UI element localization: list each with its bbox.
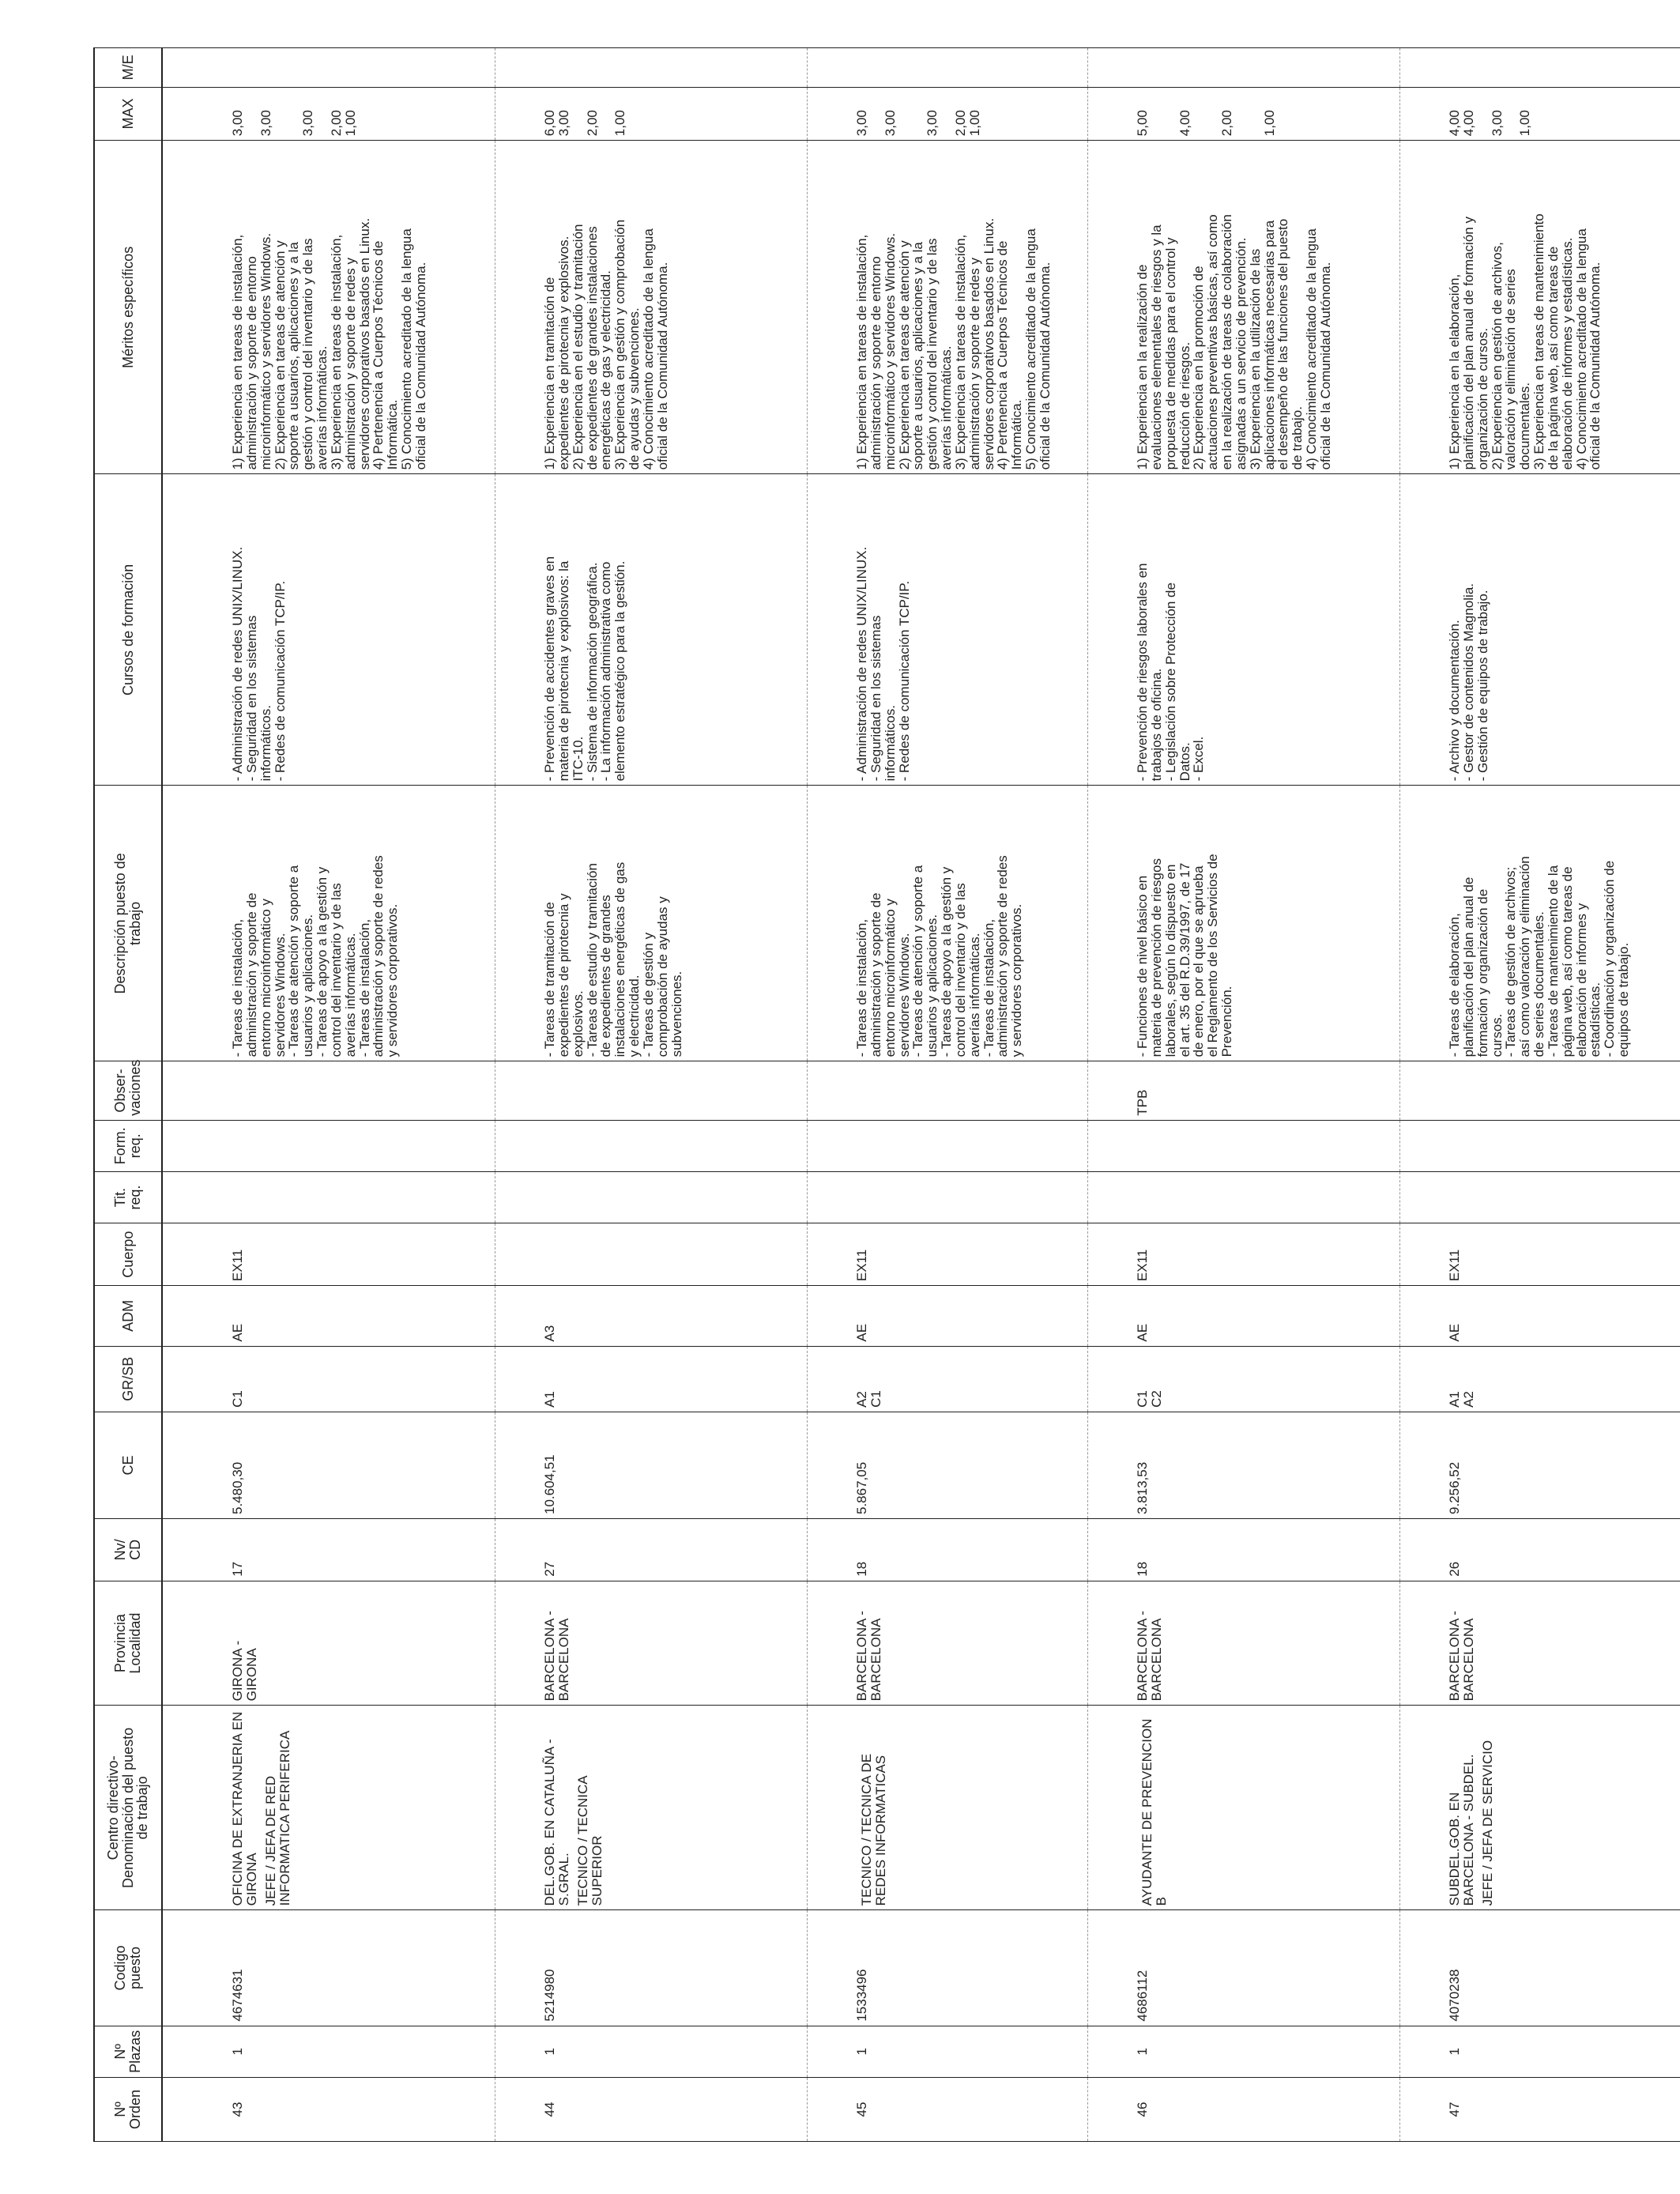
cell-orden: 43	[183, 2077, 495, 2141]
centro-directivo: DEL.GOB. EN CATALUÑA - S.GRAL.	[542, 1739, 571, 1906]
header-meritos: Méritos específicos	[94, 141, 162, 474]
cell-descripcion: - Tareas de tramitación de expedientes de pirotecnia y explosivos. - Tareas de estudio y tramitación de expedientes de grandes instalaciones energéticas de gas y electricidad. - Tareas de gestión y comprobación de ayudas y subvenciones.	[495, 786, 808, 1061]
cell-formacion	[183, 1120, 495, 1171]
header-formacion: Form. req.	[94, 1120, 162, 1171]
cell-grupo: A2 C1	[808, 1346, 1088, 1412]
header-plazas: Nº Plazas	[94, 2026, 162, 2077]
puesto-denominacion: JEFE / JEFA DE RED INFORMATICA PERIFERICA	[262, 1730, 292, 1906]
table-row	[1400, 48, 1680, 2142]
header-grupo: GR/SB	[94, 1346, 162, 1412]
cell-adm: AE	[1088, 1286, 1400, 1347]
cell-cursos: - Prevención de accidentes graves en materia de pirotecnia y explosivos: la ITC-10. - Sistema de información geográfica. - La información administrativa como elemento estratégico para la gestión.	[495, 474, 808, 786]
cell-titulacion	[808, 1171, 1088, 1223]
cell-orden: 47	[1400, 2077, 1680, 2141]
cell-centro	[1088, 1706, 1400, 1910]
table-row	[1088, 48, 1400, 2142]
cell-max: 3,00 3,00 3,00 2,00 1,00	[808, 87, 1088, 141]
header-max: MAX	[94, 87, 162, 141]
header-adm: ADM	[94, 1286, 162, 1347]
cell-grupo: C1	[183, 1346, 495, 1412]
cell-provincia: BARCELONA - BARCELONA	[1088, 1581, 1400, 1706]
header-provincia: Provincia Localidad	[94, 1581, 162, 1706]
header-descripcion: Descripción puesto de trabajo	[94, 786, 162, 1061]
cell-cuerpo: EX11	[808, 1223, 1088, 1286]
cell-formacion	[495, 1120, 808, 1171]
cell-meritos: 1) Experiencia en tareas de instalación, administración y soporte de entorno microinformático y servidores Windows. 2) Experiencia en tareas de atención y soporte a usuarios, aplicaciones y a la gestión y control del inventario y de las averías informáticas. 3) Experiencia en tareas de instalación, administración y soporte de redes y servidores corporativos basados en Linux. 4) Pertenencia a Cuerpos Técnicos de Informática. 5) Conocimiento acreditado de la lengua oficial de la Comunidad Autónoma.	[183, 141, 495, 474]
cell-grupo: C1 C2	[1088, 1346, 1400, 1412]
header-cursos: Cursos de formación	[94, 474, 162, 786]
cell-nivel: 26	[1400, 1519, 1680, 1581]
cell-centro	[183, 1706, 495, 1910]
cell-observaciones: TPB	[1088, 1061, 1400, 1120]
cell-ce: 9.256,52	[1400, 1412, 1680, 1518]
cell-max: 4,00 4,00 3,00 1,00	[1400, 87, 1680, 141]
cell-grupo: A1	[495, 1346, 808, 1412]
cell-provincia: BARCELONA - BARCELONA	[808, 1581, 1088, 1706]
cell-centro	[495, 1706, 808, 1910]
header-orden: Nº Orden	[94, 2077, 162, 2141]
cell-nivel: 17	[183, 1519, 495, 1581]
cell-nivel: 18	[808, 1519, 1088, 1581]
header-nivel: Nv/ CD	[94, 1519, 162, 1581]
cell-cuerpo: EX11	[1088, 1223, 1400, 1286]
cell-observaciones	[183, 1061, 495, 1120]
header-titulacion: Tit. req.	[94, 1171, 162, 1223]
cell-orden: 46	[1088, 2077, 1400, 2141]
cell-cursos: - Archivo y documentación. - Gestor de contenidos Magnolia. - Gestión de equipos de trabajo.	[1400, 474, 1680, 786]
cell-meritos: 1) Experiencia en tareas de instalación, administración y soporte de entorno microinformático y servidores Windows. 2) Experiencia en tareas de atención y soporte a usuarios, aplicaciones y a la gestión y control del inventario y de las averías informáticas. 3) Experiencia en tareas de instalación, administración y soporte de redes y servidores corporativos basados en Linux. 4) Pertenencia a Cuerpos Técnicos de Informática. 5) Conocimiento acreditado de la lengua oficial de la Comunidad Autónoma.	[808, 141, 1088, 474]
cell-adm: AE	[808, 1286, 1088, 1347]
cell-orden: 44	[495, 2077, 808, 2141]
cell-me	[1400, 48, 1680, 88]
rotated-table-page	[93, 47, 1632, 2142]
cell-meritos: 1) Experiencia en la elaboración, planificación del plan anual de formación y organización de cursos. 2) Experiencia en gestión de archivos, valoración y eliminación de series documentales. 3) Experiencia en tareas de mantenimiento de la página web, así como tareas de elaboración de informes y estadísticas. 4) Conocimiento acreditado de la lengua oficial de la Comunidad Autónoma.	[1400, 141, 1680, 474]
cell-ce: 3.813,53	[1088, 1412, 1400, 1518]
cell-descripcion: - Tareas de elaboración, planificación del plan anual de formación y organización de cursos. - Tareas de gestión de archivos; así como valoración y eliminación de series documentales. - Tareas de mantenimiento de la página web, así como tareas de elaboración de informes y estadísticas. - Coordinación y organización de equipos de trabajo.	[1400, 786, 1680, 1061]
cell-titulacion	[495, 1171, 808, 1223]
table-row	[495, 48, 808, 2142]
table-row	[183, 48, 495, 2142]
cell-codigo: 4674631	[183, 1910, 495, 2026]
cell-max: 3,00 3,00 3,00 2,00 1,00	[183, 87, 495, 141]
cell-plazas: 1	[1088, 2026, 1400, 2077]
cell-meritos: 1) Experiencia en tramitación de expedientes de pirotecnia y explosivos. 2) Experiencia en el estudio y tramitación de expedientes de grandes instalaciones energéticas de gas y electricidad. 3) Experiencia en gestión y comprobación de ayudas y subvenciones. 4) Conocimiento acreditado de la lengua oficial de la Comunidad Autónoma.	[495, 141, 808, 474]
cell-cursos: - Prevención de riesgos laborales en trabajos de oficina. - Legislación sobre Protección de Datos. - Excel.	[1088, 474, 1400, 786]
puesto-denominacion: JEFE / JEFA DE SERVICIO	[1479, 1740, 1495, 1906]
cell-ce: 10.604,51	[495, 1412, 808, 1518]
cell-me	[808, 48, 1088, 88]
puesto-denominacion: AYUDANTE DE PREVENCION B	[1139, 1718, 1169, 1906]
cell-centro	[808, 1706, 1088, 1910]
header-row	[94, 48, 162, 2142]
cell-cuerpo	[495, 1223, 808, 1286]
cell-cuerpo: EX11	[183, 1223, 495, 1286]
job-positions-table	[93, 47, 1680, 2142]
cell-orden: 45	[808, 2077, 1088, 2141]
cell-adm: A3	[495, 1286, 808, 1347]
header-me: M/E	[94, 48, 162, 88]
cell-plazas: 1	[1400, 2026, 1680, 2077]
cell-descripcion: - Funciones de nivel básico en materia de prevención de riesgos laborales, según lo dispuesto en el art. 35 del R.D.39/1997, de 17 de enero, por el que se aprueba el Reglamento de los Servicios de Prevención.	[1088, 786, 1400, 1061]
spacer-row	[162, 48, 183, 2142]
cell-observaciones	[1400, 1061, 1680, 1120]
cell-ce: 5.867,05	[808, 1412, 1088, 1518]
centro-directivo: OFICINA DE EXTRANJERIA EN GIRONA	[230, 1711, 259, 1906]
cell-adm: AE	[1400, 1286, 1680, 1347]
cell-adm: AE	[183, 1286, 495, 1347]
cell-provincia: GIRONA - GIRONA	[183, 1581, 495, 1706]
cell-me	[183, 48, 495, 88]
cell-me	[495, 48, 808, 88]
cell-plazas: 1	[183, 2026, 495, 2077]
cell-observaciones	[495, 1061, 808, 1120]
cell-codigo: 4686112	[1088, 1910, 1400, 2026]
cell-provincia: BARCELONA - BARCELONA	[1400, 1581, 1680, 1706]
puesto-denominacion: TECNICO / TECNICA DE REDES INFORMATICAS	[859, 1753, 888, 1906]
cell-meritos: 1) Experiencia en la realización de evaluaciones elementales de riesgos y la propuesta de medidas para el control y reducción de riesgos. 2) Experiencia en la promoción de actuaciones preventivas básicas, así como en la realización de tareas de colaboración asignadas a un servicio de prevención. 3) Experiencia en la utilización de las aplicaciones informáticas necesarias para el desempeño de las funciones del puesto de trabajo. 4) Conocimiento acreditado de la lengua oficial de la Comunidad Autónoma.	[1088, 141, 1400, 474]
header-ce: CE	[94, 1412, 162, 1518]
header-observaciones: Obser- vaciones	[94, 1061, 162, 1120]
cell-cuerpo: EX11	[1400, 1223, 1680, 1286]
cell-centro	[1400, 1706, 1680, 1910]
cell-ce: 5.480,30	[183, 1412, 495, 1518]
puesto-denominacion: TECNICO / TECNICA SUPERIOR	[574, 1775, 605, 1906]
cell-codigo: 4070238	[1400, 1910, 1680, 2026]
cell-codigo: 5214980	[495, 1910, 808, 2026]
cell-titulacion	[1400, 1171, 1680, 1223]
cell-max: 5,00 4,00 2,00 1,00	[1088, 87, 1400, 141]
cell-nivel: 18	[1088, 1519, 1400, 1581]
cell-plazas: 1	[808, 2026, 1088, 2077]
cell-cursos: - Administración de redes UNIX/LINUX. - Seguridad en los sistemas informáticos. - Redes de comunicación TCP/IP.	[183, 474, 495, 786]
cell-plazas: 1	[495, 2026, 808, 2077]
header-cuerpo: Cuerpo	[94, 1223, 162, 1286]
cell-grupo: A1 A2	[1400, 1346, 1680, 1412]
centro-directivo: SUBDEL.GOB. EN BARCELONA - SUBDEL.	[1447, 1754, 1476, 1906]
cell-formacion	[808, 1120, 1088, 1171]
cell-max: 6,00 3,00 2,00 1,00	[495, 87, 808, 141]
cell-me	[1088, 48, 1400, 88]
header-centro: Centro directivo- Denominación del puesto de trabajo	[94, 1706, 162, 1910]
cell-nivel: 27	[495, 1519, 808, 1581]
cell-cursos: - Administración de redes UNIX/LINUX. - Seguridad en los sistemas informáticos. - Redes de comunicación TCP/IP.	[808, 474, 1088, 786]
cell-descripcion: - Tareas de instalación, administración y soporte de entorno microinformático y servidores Windows. - Tareas de atención y soporte a usuarios y aplicaciones. - Tareas de apoyo a la gestión y control del inventario y de las averías informáticas. - Tareas de instalación, administración y soporte de redes y servidores corporativos.	[183, 786, 495, 1061]
header-codigo: Codigo puesto	[94, 1910, 162, 2026]
table-row	[808, 48, 1088, 2142]
cell-descripcion: - Tareas de instalación, administración y soporte de entorno microinformático y servidores Windows. - Tareas de atención y soporte a usuarios y aplicaciones. - Tareas de apoyo a la gestión y control del inventario y de las averías informáticas. - Tareas de instalación, administración y soporte de redes y servidores corporativos.	[808, 786, 1088, 1061]
cell-titulacion	[183, 1171, 495, 1223]
cell-formacion	[1088, 1120, 1400, 1171]
cell-formacion	[1400, 1120, 1680, 1171]
cell-codigo: 1533496	[808, 1910, 1088, 2026]
cell-observaciones	[808, 1061, 1088, 1120]
cell-titulacion	[1088, 1171, 1400, 1223]
cell-provincia: BARCELONA - BARCELONA	[495, 1581, 808, 1706]
